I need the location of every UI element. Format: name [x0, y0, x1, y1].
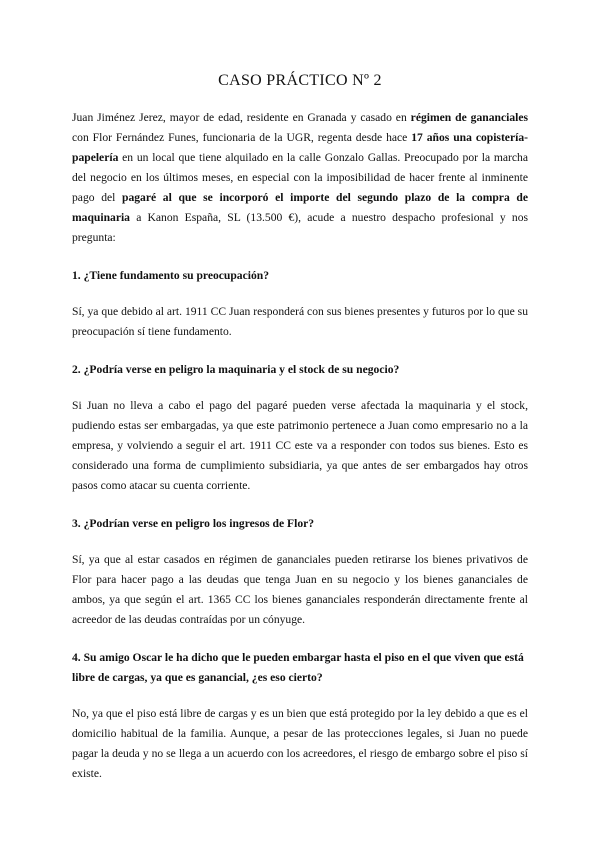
intro-text-4: a Kanon España, SL (13.500 €), acude a nuestro despacho profesional y nos pregunta:	[72, 211, 528, 244]
answer-1: Sí, ya que debido al art. 1911 CC Juan responderá con sus bienes presentes y futuros por lo que su preocupación sí tiene fundamento.	[72, 305, 528, 338]
question-2: 2. ¿Podría verse en peligro la maquinaria y el stock de su negocio?	[72, 363, 400, 376]
intro-bold-3: pagaré al que se incorporó el importe del segundo plazo de la compra de maquinaria	[72, 191, 528, 224]
answer-4: No, ya que el piso está libre de cargas y es un bien que está protegido por la ley debido a que es el domicilio habitual de la familia. Aunque, a pesar de las protecciones legales, si Juan no puede pagar la deuda y no se llega a un acuerdo con los acreedores, el riesgo de embargo sobre el piso sí existe.	[72, 707, 528, 780]
answer-3: Sí, ya que al estar casados en régimen de gananciales pueden retirarse los bienes privativos de Flor para hacer pago a las deudas que tenga Juan en su negocio y los bienes gananciales de ambos, ya que según el art. 1365 CC los bienes gananciales responderán directamente frente al acreedor de las deudas contraídas por un cónyuge.	[72, 553, 528, 626]
question-3: 3. ¿Podrían verse en peligro los ingresos de Flor?	[72, 517, 315, 530]
intro-bold-2: 17 años una copistería-papelería	[72, 131, 528, 164]
question-1: 1. ¿Tiene fundamento su preocupación?	[72, 269, 270, 282]
question-4: 4. Su amigo Oscar le ha dicho que le pueden embargar hasta el piso en el que viven que está libre de cargas, ya que es ganancial, ¿es eso cierto?	[72, 651, 524, 684]
intro-bold-1: régimen de gananciales	[410, 111, 528, 124]
intro-text-3: en un local que tiene alquilado en la calle Gonzalo Gallas. Preocupado por la marcha del negocio en los últimos meses, en especial con la imposibilidad de hacer frente al inminente pago del	[72, 151, 528, 204]
answer-2: Si Juan no lleva a cabo el pago del pagaré pueden verse afectada la maquinaria y el stock, pudiendo estas ser embargadas, ya que este patrimonio pertenece a Juan como empresario no a la empresa, y volviendo a seguir el art. 1911 CC este va a responder con todos sus bienes. Esto es considerado una forma de cumplimiento subsidiaria, ya que antes de ser embargados hay otros pasos como atacar su cuenta corriente.	[72, 399, 528, 492]
intro-text-2: con Flor Fernández Funes, funcionaria de la UGR, regenta desde hace	[72, 131, 412, 144]
intro-paragraph	[72, 108, 528, 248]
intro-text-1: Juan Jiménez Jerez, mayor de edad, residente en Granada y casado en	[72, 111, 411, 124]
page-title: CASO PRÁCTICO Nº 2	[218, 72, 382, 89]
